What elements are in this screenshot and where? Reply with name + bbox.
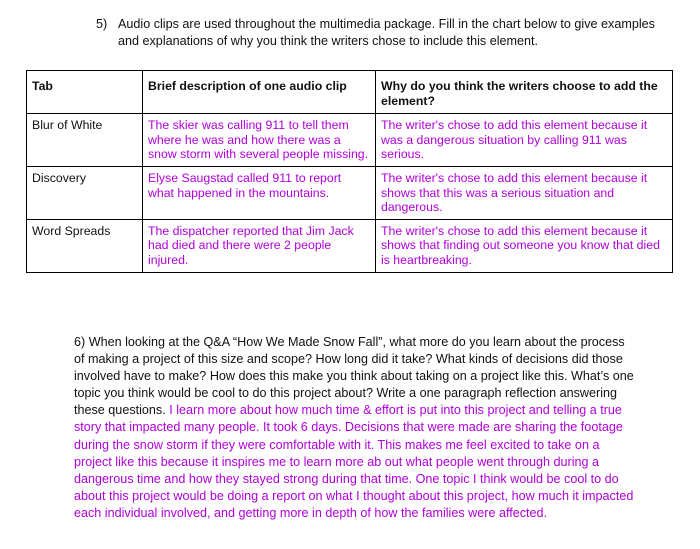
header-reason: Why do you think the writers choose to add the element? — [376, 71, 673, 114]
row-description-cell: The skier was calling 911 to tell them where he was and how there was a snow storm with several people missing. — [143, 114, 376, 167]
row-reason-cell: The writer's chose to add this element because it was a dangerous situation by calling 911 was serious. — [376, 114, 673, 167]
question-5-text: Audio clips are used throughout the multimedia package. Fill in the chart below to give examples and explanations of why you think the writers chose to include this element. — [118, 17, 655, 48]
audio-clips-chart — [26, 70, 673, 273]
row-tab-cell: Blur of White — [27, 114, 143, 167]
table-row — [27, 166, 673, 219]
row-tab-cell: Word Spreads — [27, 219, 143, 272]
row-reason-cell: The writer's chose to add this element because it shows that this was a serious situation and dangerous. — [376, 166, 673, 219]
table-row — [27, 114, 673, 167]
row-description-cell: Elyse Saugstad called 911 to report what happened in the mountains. — [143, 166, 376, 219]
question-6-prompt: 6) When looking at the Q&A “How We Made Snow Fall”, what more do you learn about the process of making a project of this size and scope? How long did it take? What kinds of decisions did those involved have to make? How does this make you think about taking on a project like this. What’s one topic you think would be cool to do this project about? Write a one paragraph reflection answering these questions. — [74, 335, 634, 418]
question-5-number: 5) — [96, 17, 108, 31]
question-5 — [96, 16, 656, 50]
header-description: Brief description of one audio clip — [143, 71, 376, 114]
row-tab-cell: Discovery — [27, 166, 143, 219]
question-6-answer: I learn more about how much time & effort is put into this project and telling a true story that impacted many people. It took 6 days. Decisions that were made are sharing the footage during the snow storm if they were comfortable with it. This makes me feel excited to take on a project like this because it inspires me to learn more ab out what people went through during a dangerous time and how they stayed strong during that time. One topic I think would be cool to do about this project would be doing a report on what I thought about this project, how much it impacted each individual involved, and getting more in depth of how the families were affected. — [74, 403, 634, 520]
row-reason-cell: The writer's chose to add this element because it shows that finding out someone you know that died is heartbreaking. — [376, 219, 673, 272]
header-tab: Tab — [27, 71, 143, 114]
table-row — [27, 219, 673, 272]
row-description-cell: The dispatcher reported that Jim Jack had died and there were 2 people injured. — [143, 219, 376, 272]
question-6 — [74, 334, 634, 522]
chart-header-row — [27, 71, 673, 114]
